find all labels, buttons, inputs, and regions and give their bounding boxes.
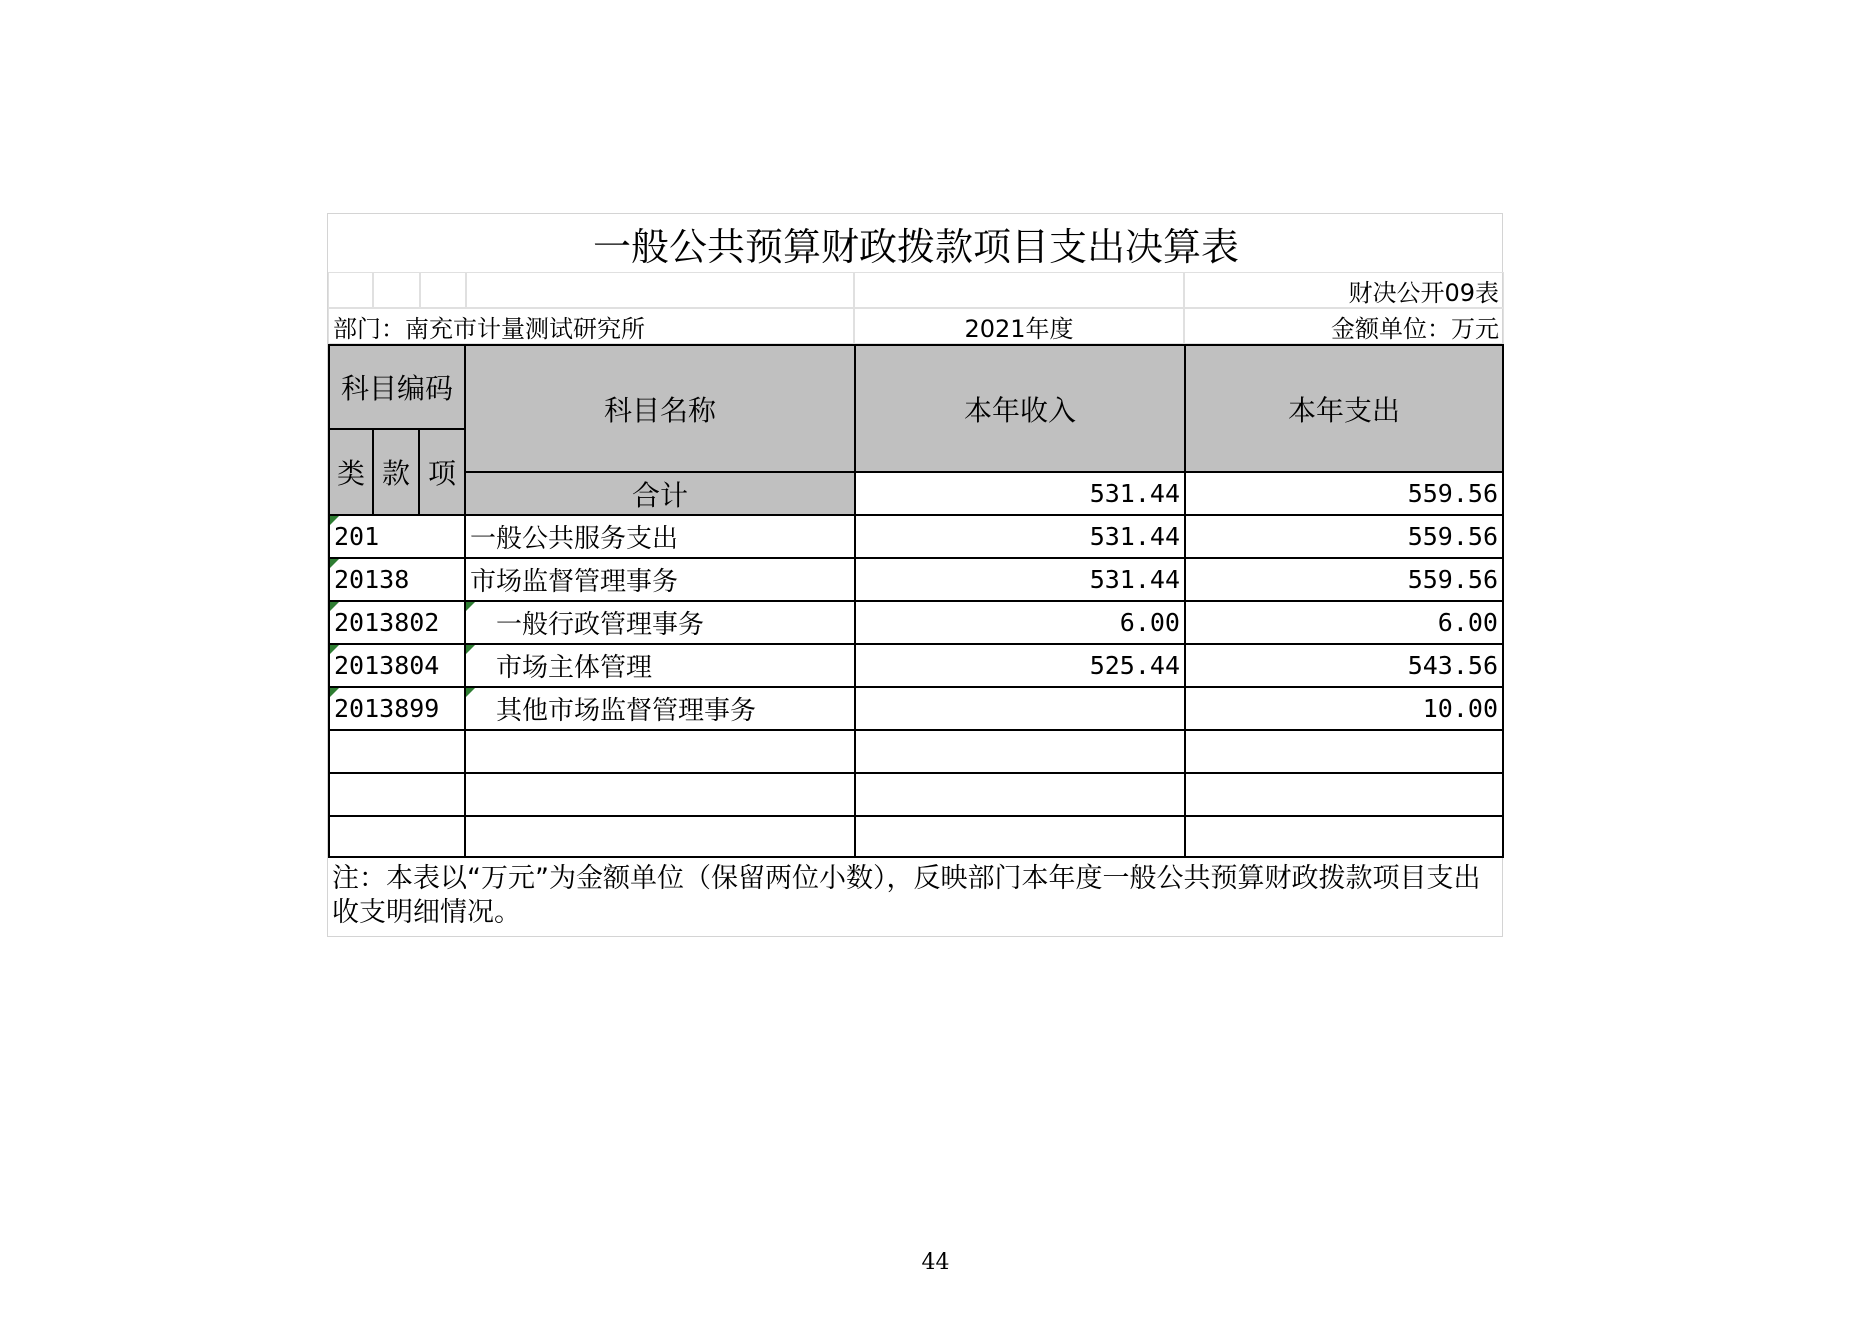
header-expense: 本年支出 [1184,344,1504,473]
empty-cell [854,772,1186,817]
unit-label: 金额单位：万元 [1184,308,1504,344]
table-title: 一般公共预算财政拨款项目支出决算表 [592,224,1239,269]
empty-cell [328,729,466,774]
empty-cell [1184,815,1504,858]
header-subject-name: 科目名称 [464,344,856,473]
total-label: 合计 [464,471,856,516]
row-income: 531.44 [854,557,1186,602]
empty-cell [854,729,1186,774]
row-code: 201 [328,514,466,559]
header-income: 本年收入 [854,344,1186,473]
row-expense: 559.56 [1184,557,1504,602]
empty-cell [1184,772,1504,817]
empty-cell [328,772,466,817]
row-subject-name: 一般公共服务支出 [464,514,856,559]
blank-cell [466,272,854,308]
row-subject-name: 一般行政管理事务 [464,600,856,645]
table-code: 财决公开09表 [1184,272,1504,308]
row-expense: 10.00 [1184,686,1504,731]
year-label: 2021年度 [854,308,1184,344]
row-code: 20138 [328,557,466,602]
department-label: 部门：南充市计量测试研究所 [328,308,854,344]
total-expense: 559.56 [1184,471,1504,516]
blank-cell [420,272,466,308]
budget-table-sheet [327,213,1503,937]
total-income: 531.44 [854,471,1186,516]
table-note: 注：本表以“万元”为金额单位（保留两位小数），反映部门本年度一般公共预算财政拨款项目支出收支明细情况。 [332,863,1481,928]
row-code: 2013899 [328,686,466,731]
page-number: 44 [921,1250,950,1275]
row-income: 531.44 [854,514,1186,559]
row-expense: 6.00 [1184,600,1504,645]
empty-cell [1184,729,1504,774]
row-income [854,686,1186,731]
row-subject-name: 市场监督管理事务 [464,557,856,602]
header-lei: 类 [328,428,374,516]
header-xiang: 项 [418,428,466,516]
row-expense: 543.56 [1184,643,1504,688]
row-code: 2013804 [328,643,466,688]
row-expense: 559.56 [1184,514,1504,559]
row-code: 2013802 [328,600,466,645]
row-subject-name: 其他市场监督管理事务 [464,686,856,731]
row-subject-name: 市场主体管理 [464,643,856,688]
empty-cell [464,729,856,774]
blank-cell [373,272,420,308]
empty-cell [328,815,466,858]
row-income: 525.44 [854,643,1186,688]
empty-cell [464,815,856,858]
header-code-group: 科目编码 [328,344,466,430]
blank-cell [854,272,1184,308]
row-income: 6.00 [854,600,1186,645]
blank-cell [328,272,373,308]
empty-cell [464,772,856,817]
header-kuan: 款 [372,428,420,516]
empty-cell [854,815,1186,858]
